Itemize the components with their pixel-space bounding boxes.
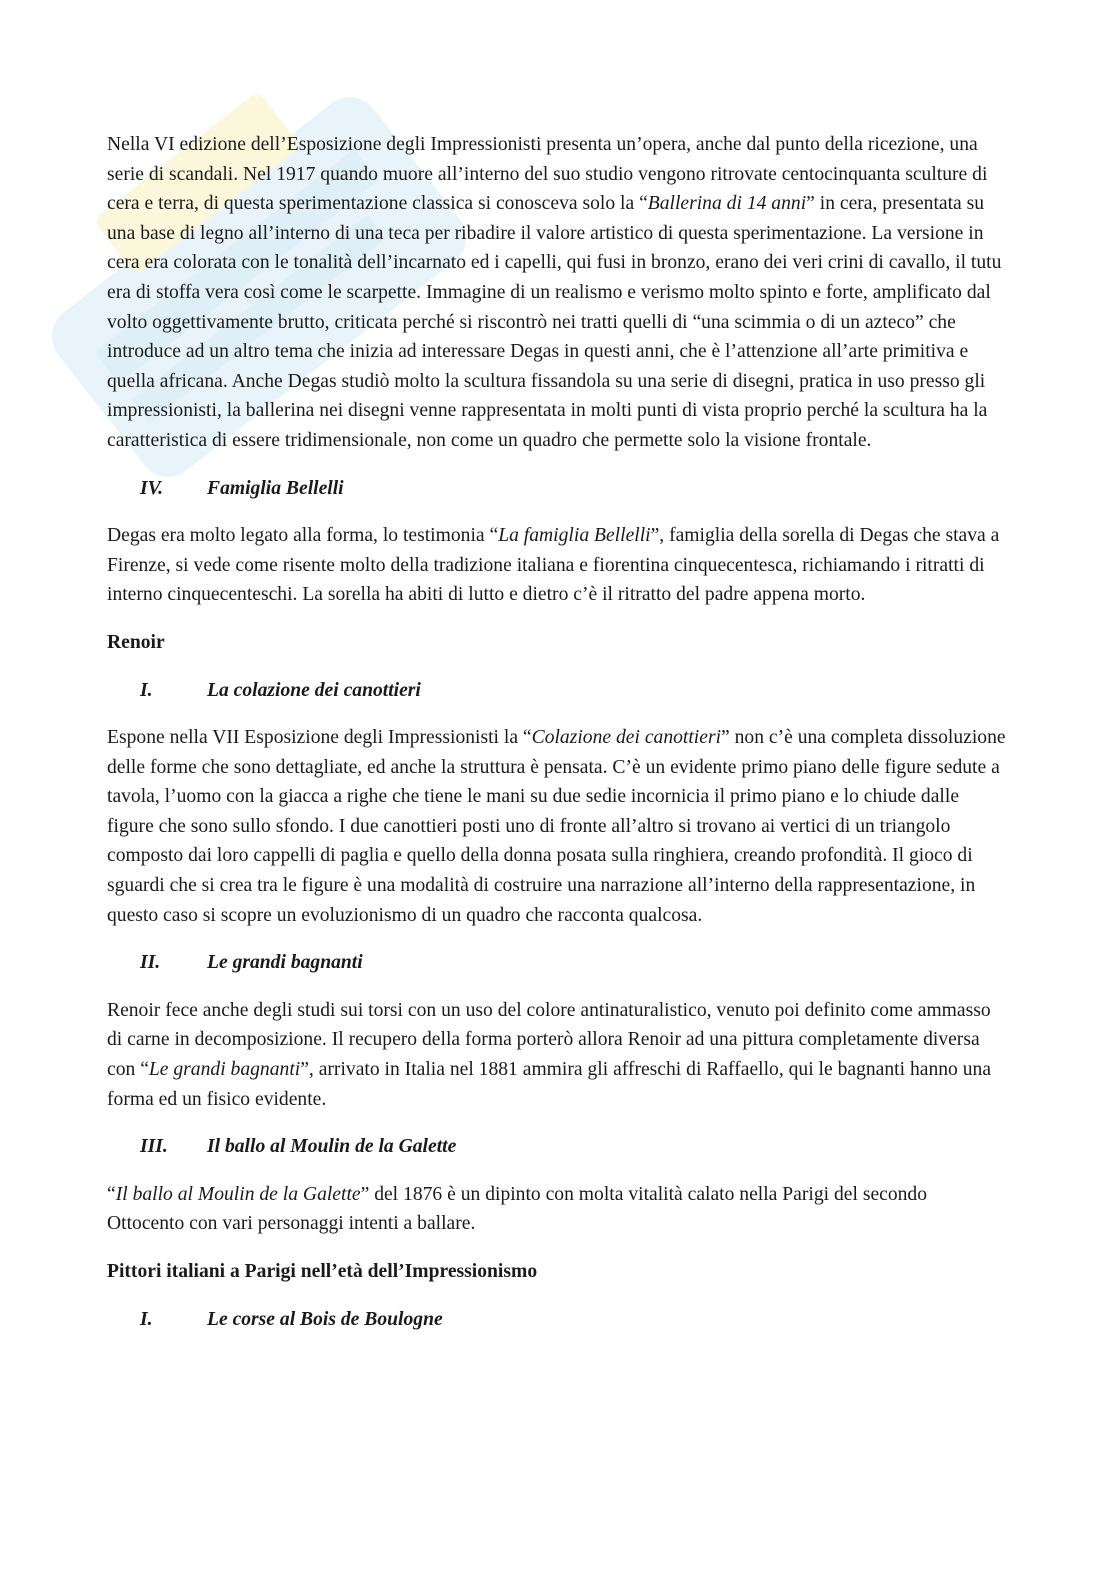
text-run: Renoir fece anche degli studi sui torsi con un uso del colore antinaturalistico, venuto poi definito come ammasso di carne in decomposizione. Il recupero della forma porterò allora Renoir ad una pittura completamente diversa con “ [107, 999, 991, 1081]
italic-title: Ballerina di 14 anni [647, 193, 807, 215]
paragraph [107, 996, 1007, 1114]
italic-title: Colazione dei canottieri [531, 727, 722, 749]
text-run: ”, famiglia della sorella di Degas che stava a Firenze, si vede come risente molto della tradizione italiana e fiorentina cinquecentesca, richiamando i ritratti di interno cinquecenteschi. La sorella ha abiti di lutto e dietro c’è il ritratto del padre appena morto. [107, 525, 1000, 606]
text-run: Nella VI edizione dell’Esposizione degli Impressionisti presenta un’opera, anche dal punto della ricezione, una serie di scandali. Nel 1917 quando muore all’interno del suo studio vengono ritrovate centocinquanta sculture di cera e terra, di questa sperimentazione classica si conosceva solo la “ [107, 134, 988, 215]
text-run: ” in cera, presentata su una base di legno all’interno di una teca per ribadire il valore artistico di questa sperimentazione. La versione in cera era colorata con le tonalità dell’incarnato ed i capelli, qui fusi in bronzo, erano dei veri crini di cavallo, il tutu era di stoffa vera così come le scarpette. Immagine di un realismo e verismo molto spinto e forte, amplificato dal volto oggettivamente brutto, criticata perché si riscontrò nei tratti quelli di “una scimmia o di un azteco” che introduce ad un altro tema che inizia ad interessare Degas in questi anni, che è l’attenzione all’arte primitiva e quella africana. Anche Degas studiò molto la scultura fissandola su una serie di disegni, pratica in uso presso gli impressionisti, la ballerina nei disegni venne rappresentata in molti punti di vista proprio perché la scultura ha la caratteristica di essere tridimensionale, non come un quadro che permette solo la visione frontale. [107, 193, 1002, 451]
text-run: ”, arrivato in Italia nel 1881 ammira gli affreschi di Raffaello, qui le bagnanti hanno una forma ed un fisico evidente. [107, 1059, 992, 1110]
italic-title: Le grandi bagnanti [148, 1059, 301, 1081]
subheading [107, 1305, 1007, 1335]
paragraph [107, 130, 1007, 456]
subheading-title: Famiglia Bellelli [207, 477, 344, 499]
subheading [107, 676, 1007, 706]
section-heading: Renoir [107, 631, 165, 653]
subheading-title: Il ballo al Moulin de la Galette [207, 1136, 457, 1158]
document-page [107, 130, 1007, 1352]
paragraph [107, 1180, 1007, 1239]
subheading-number: I. [140, 679, 153, 701]
subheading-number: IV. [140, 477, 164, 499]
text-run: Degas era molto legato alla forma, lo testimonia “ [107, 525, 499, 547]
subheading-number: III. [140, 1136, 168, 1158]
subheading-title: Le corse al Bois de Boulogne [207, 1308, 443, 1330]
subheading-title: Le grandi bagnanti [207, 952, 363, 974]
italic-title: La famiglia Bellelli [498, 525, 651, 547]
text-run: Espone nella VII Esposizione degli Impressionisti la “ [107, 727, 532, 749]
paragraph [107, 723, 1007, 930]
paragraph [107, 521, 1007, 610]
italic-title: Il ballo al Moulin de la Galette [115, 1183, 361, 1205]
text-run: ” non c’è una completa dissoluzione delle forme che sono dettagliate, ed anche la struttura è pensata. C’è un evidente primo piano delle figure sedute a tavola, l’uomo con la giacca a righe che tiene le mani su due sedie incornicia il primo piano e lo chiude dalle figure che sono sullo sfondo. I due canottieri posti uno di fronte all’altro si trovano ai vertici di un triangolo composto dai loro cappelli di paglia e quello della donna posata sulla ringhiera, creando profondità. Il gioco di sguardi che si crea tra le figure è una modalità di costruire una narrazione all’interno della rappresentazione, in questo caso si scopre un evoluzionismo di un quadro che racconta qualcosa. [107, 727, 1006, 926]
subheading [107, 948, 1007, 978]
text-run: ” del 1876 è un dipinto con molta vitalità calato nella Parigi del secondo Ottocento con vari personaggi intenti a ballare. [107, 1183, 928, 1235]
subheading [107, 474, 1007, 504]
text-run: “ [107, 1183, 116, 1205]
subheading [107, 1132, 1007, 1162]
section-heading: Pittori italiani a Parigi nell’età dell’Impressionismo [107, 1261, 538, 1282]
subheading-title: La colazione dei canottieri [207, 679, 421, 701]
subheading-number: I. [140, 1308, 153, 1330]
subheading-number: II. [140, 952, 161, 974]
